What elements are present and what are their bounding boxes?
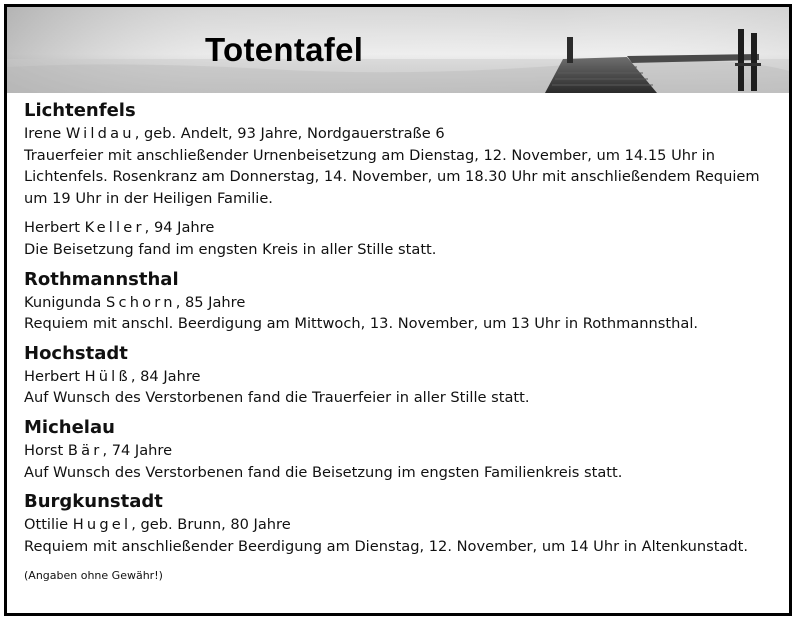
surname: Schorn — [106, 293, 176, 311]
town-heading: Hochstadt — [24, 342, 128, 364]
first-name: Ottilie — [24, 516, 69, 534]
person-details: , 74 Jahre — [102, 441, 173, 459]
obituary-entry — [24, 366, 784, 409]
person-details: , 85 Jahre — [175, 293, 246, 311]
town-heading: Michelau — [24, 416, 115, 438]
surname: Keller — [84, 219, 145, 237]
surname: Wildau — [65, 125, 135, 142]
page-title: Totentafel — [205, 31, 364, 68]
header-banner — [7, 7, 789, 93]
surname: Hugel — [72, 516, 132, 534]
service-info: Requiem mit anschl. Beerdigung am Mittwoch, 13. November, um 13 Uhr in Rothmannsthal. — [24, 315, 699, 333]
service-info: Requiem mit anschließender Beerdigung am Dienstag, 12. November, um 14 Uhr in Altenkunstadt. — [24, 537, 749, 555]
first-name: Kunigunda — [24, 293, 102, 311]
town-heading: Burgkunstadt — [24, 491, 163, 513]
person-details: , geb. Brunn, 80 Jahre — [131, 516, 291, 534]
obituary-list — [24, 99, 784, 583]
lake-pier-photo — [7, 7, 789, 93]
service-info: Auf Wunsch des Verstorbenen fand die Trauerfeier in aller Stille statt. — [24, 389, 530, 407]
person-line — [24, 514, 784, 536]
town-heading: Lichtenfels — [24, 100, 136, 121]
first-name: Herbert — [24, 219, 80, 237]
person-line — [24, 123, 784, 145]
person-line — [24, 440, 784, 462]
person-details: , geb. Andelt, 93 Jahre, Nordgauerstraße 6 — [134, 125, 445, 142]
town-heading: Rothmannsthal — [24, 268, 179, 290]
obituary-board — [4, 4, 792, 616]
first-name: Horst — [24, 441, 64, 459]
obituary-entry — [24, 123, 784, 209]
person-line — [24, 292, 784, 314]
person-details: , 84 Jahre — [130, 367, 201, 385]
obituary-entry — [24, 514, 784, 557]
first-name: Irene — [24, 125, 62, 142]
obituary-entry — [24, 292, 784, 335]
person-line — [24, 366, 784, 388]
obituary-entry — [24, 217, 784, 260]
service-info: Die Beisetzung fand im engsten Kreis in aller Stille statt. — [24, 240, 437, 258]
surname: Bär — [67, 441, 103, 459]
service-info: Auf Wunsch des Verstorbenen fand die Beisetzung im engsten Familienkreis statt. — [24, 463, 623, 481]
service-info: Trauerfeier mit anschließender Urnenbeisetzung am Dienstag, 12. November, um 14.15 Uhr in Lichtenfels. Rosenkranz am Donnerstag, 14. November, um 18.30 Uhr mit anschließendem Requiem um 19 Uhr in der Heiligen Familie. — [24, 146, 760, 207]
person-line — [24, 217, 784, 239]
disclaimer-footnote: (Angaben ohne Gewähr!) — [24, 569, 163, 583]
surname: Hülß — [84, 367, 131, 385]
obituary-entry — [24, 440, 784, 483]
person-details: , 94 Jahre — [144, 219, 215, 237]
first-name: Herbert — [24, 367, 80, 385]
